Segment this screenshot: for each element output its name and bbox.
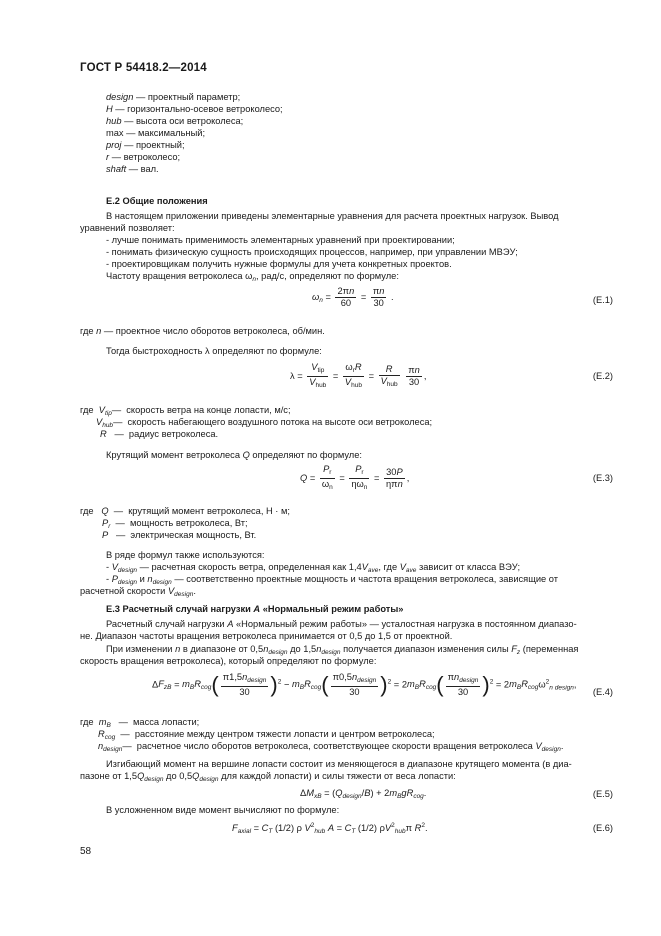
- bullet-item: расчетной скорости $V_{design}$.: [80, 586, 196, 598]
- bullet-item: - $P_{design}$ и $n_{design}$ — соответственно проектные мощность и частота вращения ветроколеса, зависящие от: [106, 574, 559, 586]
- bullet-item: - понимать физическую сущность происходящих процессов, например, при управлении МВЭУ;: [106, 247, 518, 257]
- section-heading-e2: Е.2 Общие положения: [106, 196, 208, 206]
- paragraph: Крутящий момент ветроколеса Q определяют по формуле:: [106, 450, 362, 460]
- paragraph: Изгибающий момент на вершине лопасти состоит из меняющегося в диапазоне крутящего момента (в диа-: [106, 759, 572, 769]
- paragraph: пазоне от $1,5Q_{design}$ до $0,5Q_{design}$ для каждой лопасти) и силы тяжести от веса лопасти:: [80, 771, 456, 783]
- bullet-item: - проектировщикам получить нужные формулы для учета конкретных проектов.: [106, 259, 452, 269]
- equation-e1: $\omega_n$ = $\frac{2\pi n}{60}$ = $\frac{\pi n}{30}$ .: [312, 286, 394, 308]
- equation-number: (Е.4): [592, 687, 613, 697]
- def-proj: proj — проектный;: [106, 140, 185, 150]
- equation-number: (Е.2): [592, 371, 613, 381]
- paragraph: Тогда быстроходность λ определяют по формуле:: [106, 346, 322, 356]
- equation-number: (Е.6): [592, 823, 613, 833]
- paragraph: скорость вращения ветроколеса), который определяют по формуле:: [80, 656, 377, 666]
- def-shaft: shaft — вал.: [106, 164, 159, 174]
- paragraph: уравнений позволяет:: [80, 223, 175, 233]
- page-number: 58: [80, 846, 92, 857]
- paragraph: В настоящем приложении приведены элементарные уравнения для расчета проектных нагрузок. Вывод: [106, 211, 559, 221]
- where-clause: где Q — крутящий момент ветроколеса, Н · м;: [80, 506, 290, 516]
- where-clause: $R_{cog}$ — расстояние между центром тяжести лопасти и центром ветроколеса;: [98, 729, 435, 741]
- where-clause: $V_{hub}—$ скорость набегающего воздушного потока на высоте оси ветроколеса;: [96, 417, 433, 429]
- equation-number: (Е.5): [592, 789, 613, 799]
- equation-e2: λ = $\frac{V_{tip}}{V_{hub}}$ = $\frac{\omega_rR}{V_{hub}}$ = $\frac{R}{V_{hub}}$ $\frac{\pi n}{30}$ ,: [290, 362, 427, 389]
- def-hub: hub — высота оси ветроколеса;: [106, 116, 244, 126]
- def-max: max — максимальный;: [106, 128, 206, 138]
- equation-e4: $\Delta F_{zB} = m_BR_{cog}$( $\frac{\pi 1,5n_{design}}{30}$ )$^2 - m_BR_{cog}$( $\frac{\pi 0,5n_{design}}{30}$ )$^2 = 2m_BR_{cog}$( $\frac{\pi n_{design}}{30}$ )$^2 = 2m_BR_{cog}\omega^2_{n design}$,: [152, 672, 577, 697]
- equation-number: (Е.1): [592, 295, 613, 305]
- paragraph: При изменении n в диапазоне от $0,5n_{design}$ до $1,5n_{design}$ получается диапазон изменения силы $F_z$ (переменная: [106, 644, 579, 656]
- section-heading-e3: Е.3 Расчетный случай нагрузки A «Нормальный режим работы»: [106, 604, 404, 614]
- where-clause: где n — проектное число оборотов ветроколеса, об/мин.: [80, 326, 325, 336]
- where-clause: P — электрическая мощность, Вт.: [102, 530, 257, 540]
- paragraph: В ряде формул также используются:: [106, 550, 265, 560]
- page-header: ГОСТ Р 54418.2—2014: [80, 62, 207, 74]
- where-clause: $n_{design}—$ расчетное число оборотов ветроколеса, соответствующее скорости вращения ветроколеса $V_{design}$.: [98, 741, 564, 753]
- paragraph: Расчетный случай нагрузки A «Нормальный режим работы» — усталостная нагрузка в постоянном диапазо-: [106, 619, 577, 629]
- where-clause: $P_r$ — мощность ветроколеса, Вт;: [102, 518, 248, 530]
- equation-e5: $\Delta M_{xB} = (Q_{design}/B) + 2m_BgR_{cog}$.: [300, 788, 427, 800]
- def-h: H — горизонтально-осевое ветроколесо;: [106, 104, 283, 114]
- where-clause: где $V_{tip}—$ скорость ветра на конце лопасти, м/с;: [80, 405, 291, 417]
- paragraph: Частоту вращения ветроколеса $\omega_n$, рад/с, определяют по формуле:: [106, 271, 399, 283]
- def-r: r — ветроколесо;: [106, 152, 181, 162]
- equation-e3: Q = $\frac{P_r}{\omega_n}$ = $\frac{P_r}{\eta\omega_n}$ = $\frac{30P}{\text{ηπn}}$ ,: [300, 464, 410, 491]
- def-design: design — проектный параметр;: [106, 92, 241, 102]
- where-clause: R — радиус ветроколеса.: [100, 429, 219, 439]
- where-clause: где $m_B$ — масса лопасти;: [80, 717, 200, 729]
- equation-number: (Е.3): [592, 473, 613, 483]
- equation-e6: $F_{axial} = C_T$ (1/2) ρ $V^2_{hub}$ $A = C_T$ (1/2) $\rho V^2_{hub}\pi$ $R^2$.: [232, 822, 428, 835]
- paragraph: не. Диапазон частоты вращения ветроколеса принимается от 0,5 до 1,5 от проектной.: [80, 631, 453, 641]
- paragraph: В усложненном виде момент вычисляют по формуле:: [106, 805, 340, 815]
- bullet-item: - лучше понимать применимость элементарных уравнений при проектировании;: [106, 235, 455, 245]
- bullet-item: - $V_{design}$ — расчетная скорость ветра, определенная как $1,4V_{ave}$, где $V_{ave}$ зависит от класса ВЭУ;: [106, 562, 521, 574]
